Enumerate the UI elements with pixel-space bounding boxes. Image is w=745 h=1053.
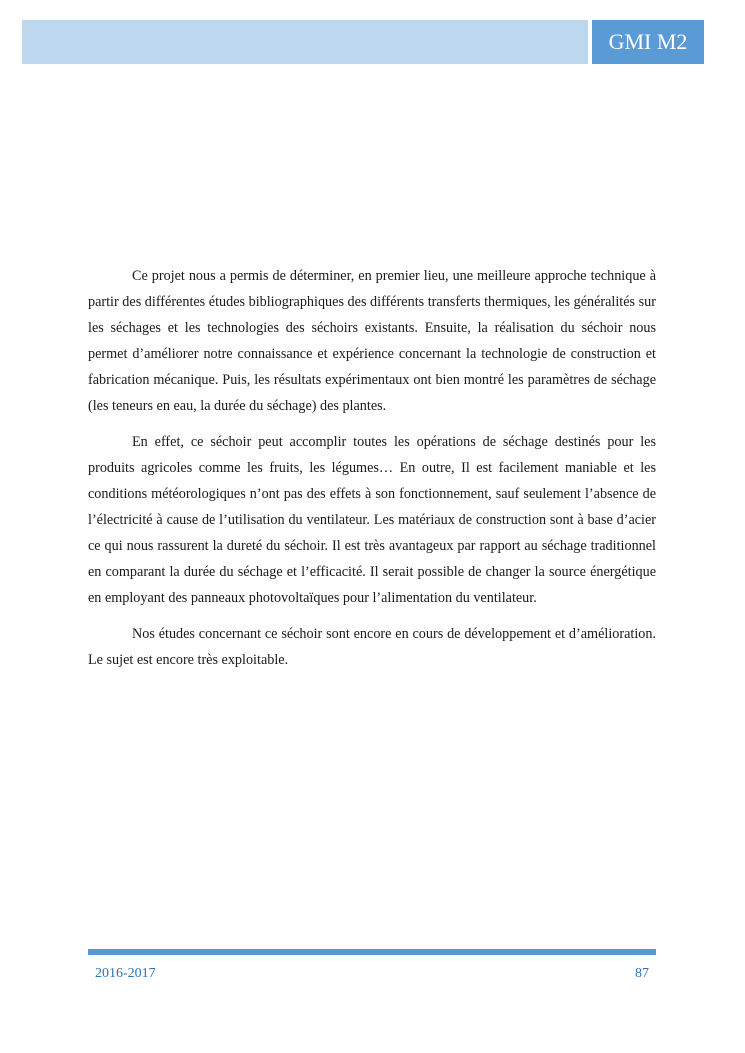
footer-rule: [88, 949, 656, 955]
header-band: [22, 20, 588, 64]
paragraph: Ce projet nous a permis de déterminer, en premier lieu, une meilleure approche technique à partir des différentes études bibliographiques des différents transferts thermiques, les généralités sur les séchages et les technologies des séchoirs existants. Ensuite, la réalisation du séchoir nous permet d’améliorer notre connaissance et expérience concernant la technologie de construction et fabrication mécanique. Puis, les résultats expérimentaux ont bien montré les paramètres de séchage (les teneurs en eau, la durée du séchage) des plantes.: [88, 268, 656, 414]
header-label: GMI M2: [592, 20, 704, 64]
paragraph: En effet, ce séchoir peut accomplir toutes les opérations de séchage destinés pour les produits agricoles comme les fruits, les légumes… En outre, Il est facilement maniable et les conditions météorologiques n’ont pas des effets à son fonctionnement, sauf seulement l’absence de l’électricité à cause de l’utilisation du ventilateur. Les matériaux de construction sont à base d’acier ce qui nous rassurent la dureté du séchoir. Il est très avantageux par rapport au séchage traditionnel en comparant la durée du séchage et l’efficacité. Il serait possible de changer la source énergétique en employant des panneaux photovoltaïques pour l’alimentation du ventilateur.: [88, 434, 656, 606]
paragraph: Nos études concernant ce séchoir sont encore en cours de développement et d’amélioration. Le sujet est encore très exploitable.: [88, 626, 656, 668]
body-text: [88, 263, 656, 683]
footer-year: 2016-2017: [95, 966, 156, 981]
page-number: 87: [635, 966, 649, 981]
